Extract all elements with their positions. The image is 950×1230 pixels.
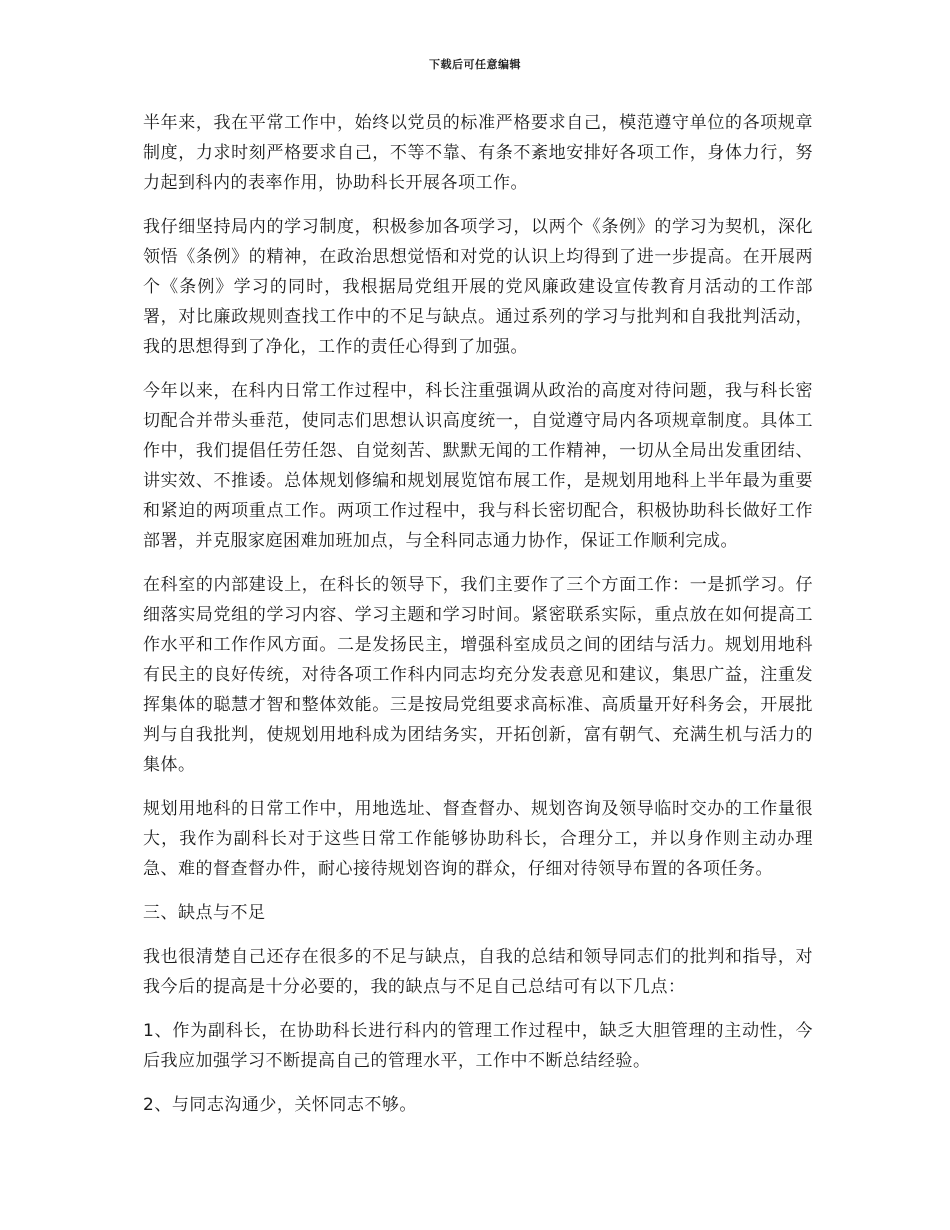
paragraph-6: 我也很清楚自己还存在很多的不足与缺点，自我的总结和领导同志们的批判和指导，对我今后的提高是十分必要的，我的缺点与不足自己总结可有以下几点： [143, 947, 813, 997]
page-header: 下载后可任意编辑 [429, 58, 521, 71]
paragraph-5: 规划用地科的日常工作中，用地选址、督查督办、规划咨询及领导临时交办的工作量很大，我作为副科长对于这些日常工作能够协助科长，合理分工，并以身作则主动办理急、难的督查督办件，耐心接待规划咨询的群众，仔细对待领导布置的各项任务。 [143, 799, 813, 879]
list-item-1: 1、作为副科长，在协助科长进行科内的管理工作过程中，缺乏大胆管理的主动性，今后我应加强学习不断提高自己的管理水平，工作中不断总结经验。 [143, 1021, 813, 1071]
paragraph-2: 我仔细坚持局内的学习制度，积极参加各项学习，以两个《条例》的学习为契机，深化领悟《条例》的精神，在政治思想觉悟和对党的认识上均得到了进一步提高。在开展两个《条例》学习的同时，我根据局党组开展的党风廉政建设宣传教育月活动的工作部署，对比廉政规则查找工作中的不足与缺点。通过系列的学习与批判和自我批判活动，我的思想得到了净化，工作的责任心得到了加强。 [143, 217, 813, 357]
list-item-2: 2、与同志沟通少，关怀同志不够。 [143, 1095, 417, 1115]
paragraph-3: 今年以来，在科内日常工作过程中，科长注重强调从政治的高度对待问题，我与科长密切配合并带头垂范，使同志们思想认识高度统一，自觉遵守局内各项规章制度。具体工作中，我们提倡任劳任怨、自觉刻苦、默默无闻的工作精神，一切从全局出发重团结、讲实效、不推诿。总体规划修编和规划展览馆布展工作，是规划用地科上半年最为重要和紧迫的两项重点工作。两项工作过程中，我与科长密切配合，积极协助科长做好工作部署，并克服家庭困难加班加点，与全科同志通力协作，保证工作顺利完成。 [143, 381, 813, 551]
paragraph-1: 半年来，我在平常工作中，始终以党员的标准严格要求自己，模范遵守单位的各项规章制度，力求时刻严格要求自己，不等不靠、有条不紊地安排好各项工作，身体力行，努力起到科内的表率作用，协助科长开展各项工作。 [143, 113, 813, 193]
document-body [143, 108, 813, 1134]
section-heading: 三、缺点与不足 [143, 903, 266, 923]
paragraph-4: 在科室的内部建设上，在科长的领导下，我们主要作了三个方面工作：一是抓学习。仔细落实局党组的学习内容、学习主题和学习时间。紧密联系实际，重点放在如何提高工作水平和工作作风方面。二是发扬民主，增强科室成员之间的团结与活力。规划用地科有民主的良好传统，对待各项工作科内同志均充分发表意见和建议，集思广益，注重发挥集体的聪慧才智和整体效能。三是按局党组要求高标准、高质量开好科务会，开展批判与自我批判，使规划用地科成为团结务实，开拓创新，富有朝气、充满生机与活力的集体。 [143, 575, 813, 775]
